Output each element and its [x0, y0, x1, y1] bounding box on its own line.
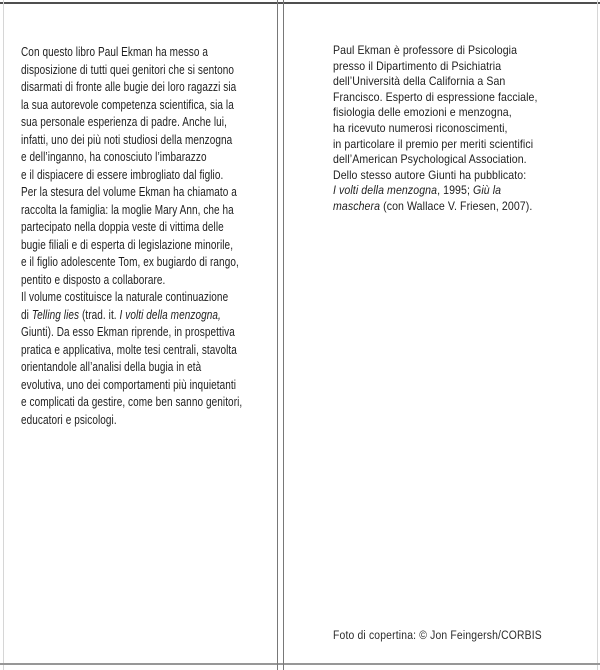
left-flap-text [21, 44, 242, 429]
text-line: dell’Università della California a San [333, 74, 506, 89]
text-line: infatti, uno dei più noti studiosi della menzogna [21, 132, 233, 147]
cover-photo-credit: Foto di copertina: © Jon Feingersh/CORBIS [333, 630, 542, 642]
text-line: fisiologia delle emozioni e menzogna, [333, 105, 512, 120]
text-line: orientandole all’analisi della bugia in età [21, 360, 202, 374]
text-line: maschera (con Wallace V. Friesen, 2007). [333, 198, 533, 213]
text-line: Paul Ekman è professore di Psicologia [333, 43, 518, 57]
text-line: Il volume costituisce la naturale continuazione [21, 290, 229, 304]
text-line: presso il Dipartimento di Psichiatria [333, 58, 502, 73]
text-line: ha ricevuto numerosi riconoscimenti, [333, 120, 508, 135]
text-line: partecipato nella doppia veste di vittima delle [21, 220, 224, 234]
text-line: e il figlio adolescente Tom, ex bugiardo di rango, [21, 255, 239, 269]
text-line: Francisco. Esperto di espressione facciale, [333, 89, 538, 104]
text-line: pentito e disposto a collaborare. [21, 272, 166, 287]
text-line: disarmati di fronte alle bugie dei loro ragazzi sia [21, 80, 237, 94]
text-line: e dell’inganno, ha conosciuto l’imbarazzo [21, 150, 207, 164]
text-line: raccolta la famiglia: la moglie Mary Ann, che ha [21, 202, 234, 217]
text-line: educatori e psicologi. [21, 412, 117, 427]
text-line: in particolare il premio per meriti scientifici [333, 136, 534, 151]
text-line: di Telling lies (trad. it. I volti della menzogna, [21, 307, 221, 322]
text-line: I volti della menzogna, 1995; Giù la [333, 183, 502, 198]
text-line: pratica e applicativa, molte tesi centrali, stavolta [21, 342, 237, 357]
text-line: Con questo libro Paul Ekman ha messo a [21, 45, 209, 59]
text-line: Per la stesura del volume Ekman ha chiamato a [21, 185, 237, 199]
text-line: evolutiva, uno dei comportamenti più inquietanti [21, 377, 237, 392]
scan-edge-top [0, 2, 600, 4]
text-line: dell’American Psychological Association. [333, 152, 527, 167]
text-line: sua personale esperienza di padre. Anche lui, [21, 115, 227, 129]
scan-edge-bottom [0, 663, 600, 665]
scan-edge-left [3, 0, 4, 670]
text-line: la sua autorevole competenza scientifica, sia la [21, 97, 234, 112]
scan-edge-right [597, 0, 598, 670]
text-line: e complicati da gestire, come ben sanno genitori, [21, 395, 243, 409]
text-line: Dello stesso autore Giunti ha pubblicato: [333, 167, 527, 182]
text-line: bugie filiali e di esperta di legislazione minorile, [21, 237, 234, 252]
right-flap-text [333, 43, 538, 215]
text-line: e il dispiacere di essere imbrogliato dal figlio. [21, 167, 224, 182]
text-line: Giunti). Da esso Ekman riprende, in prospettiva [21, 325, 235, 339]
text-line: disposizione di tutti quei genitori che si sentono [21, 62, 235, 77]
spine-fold-line [277, 0, 284, 670]
